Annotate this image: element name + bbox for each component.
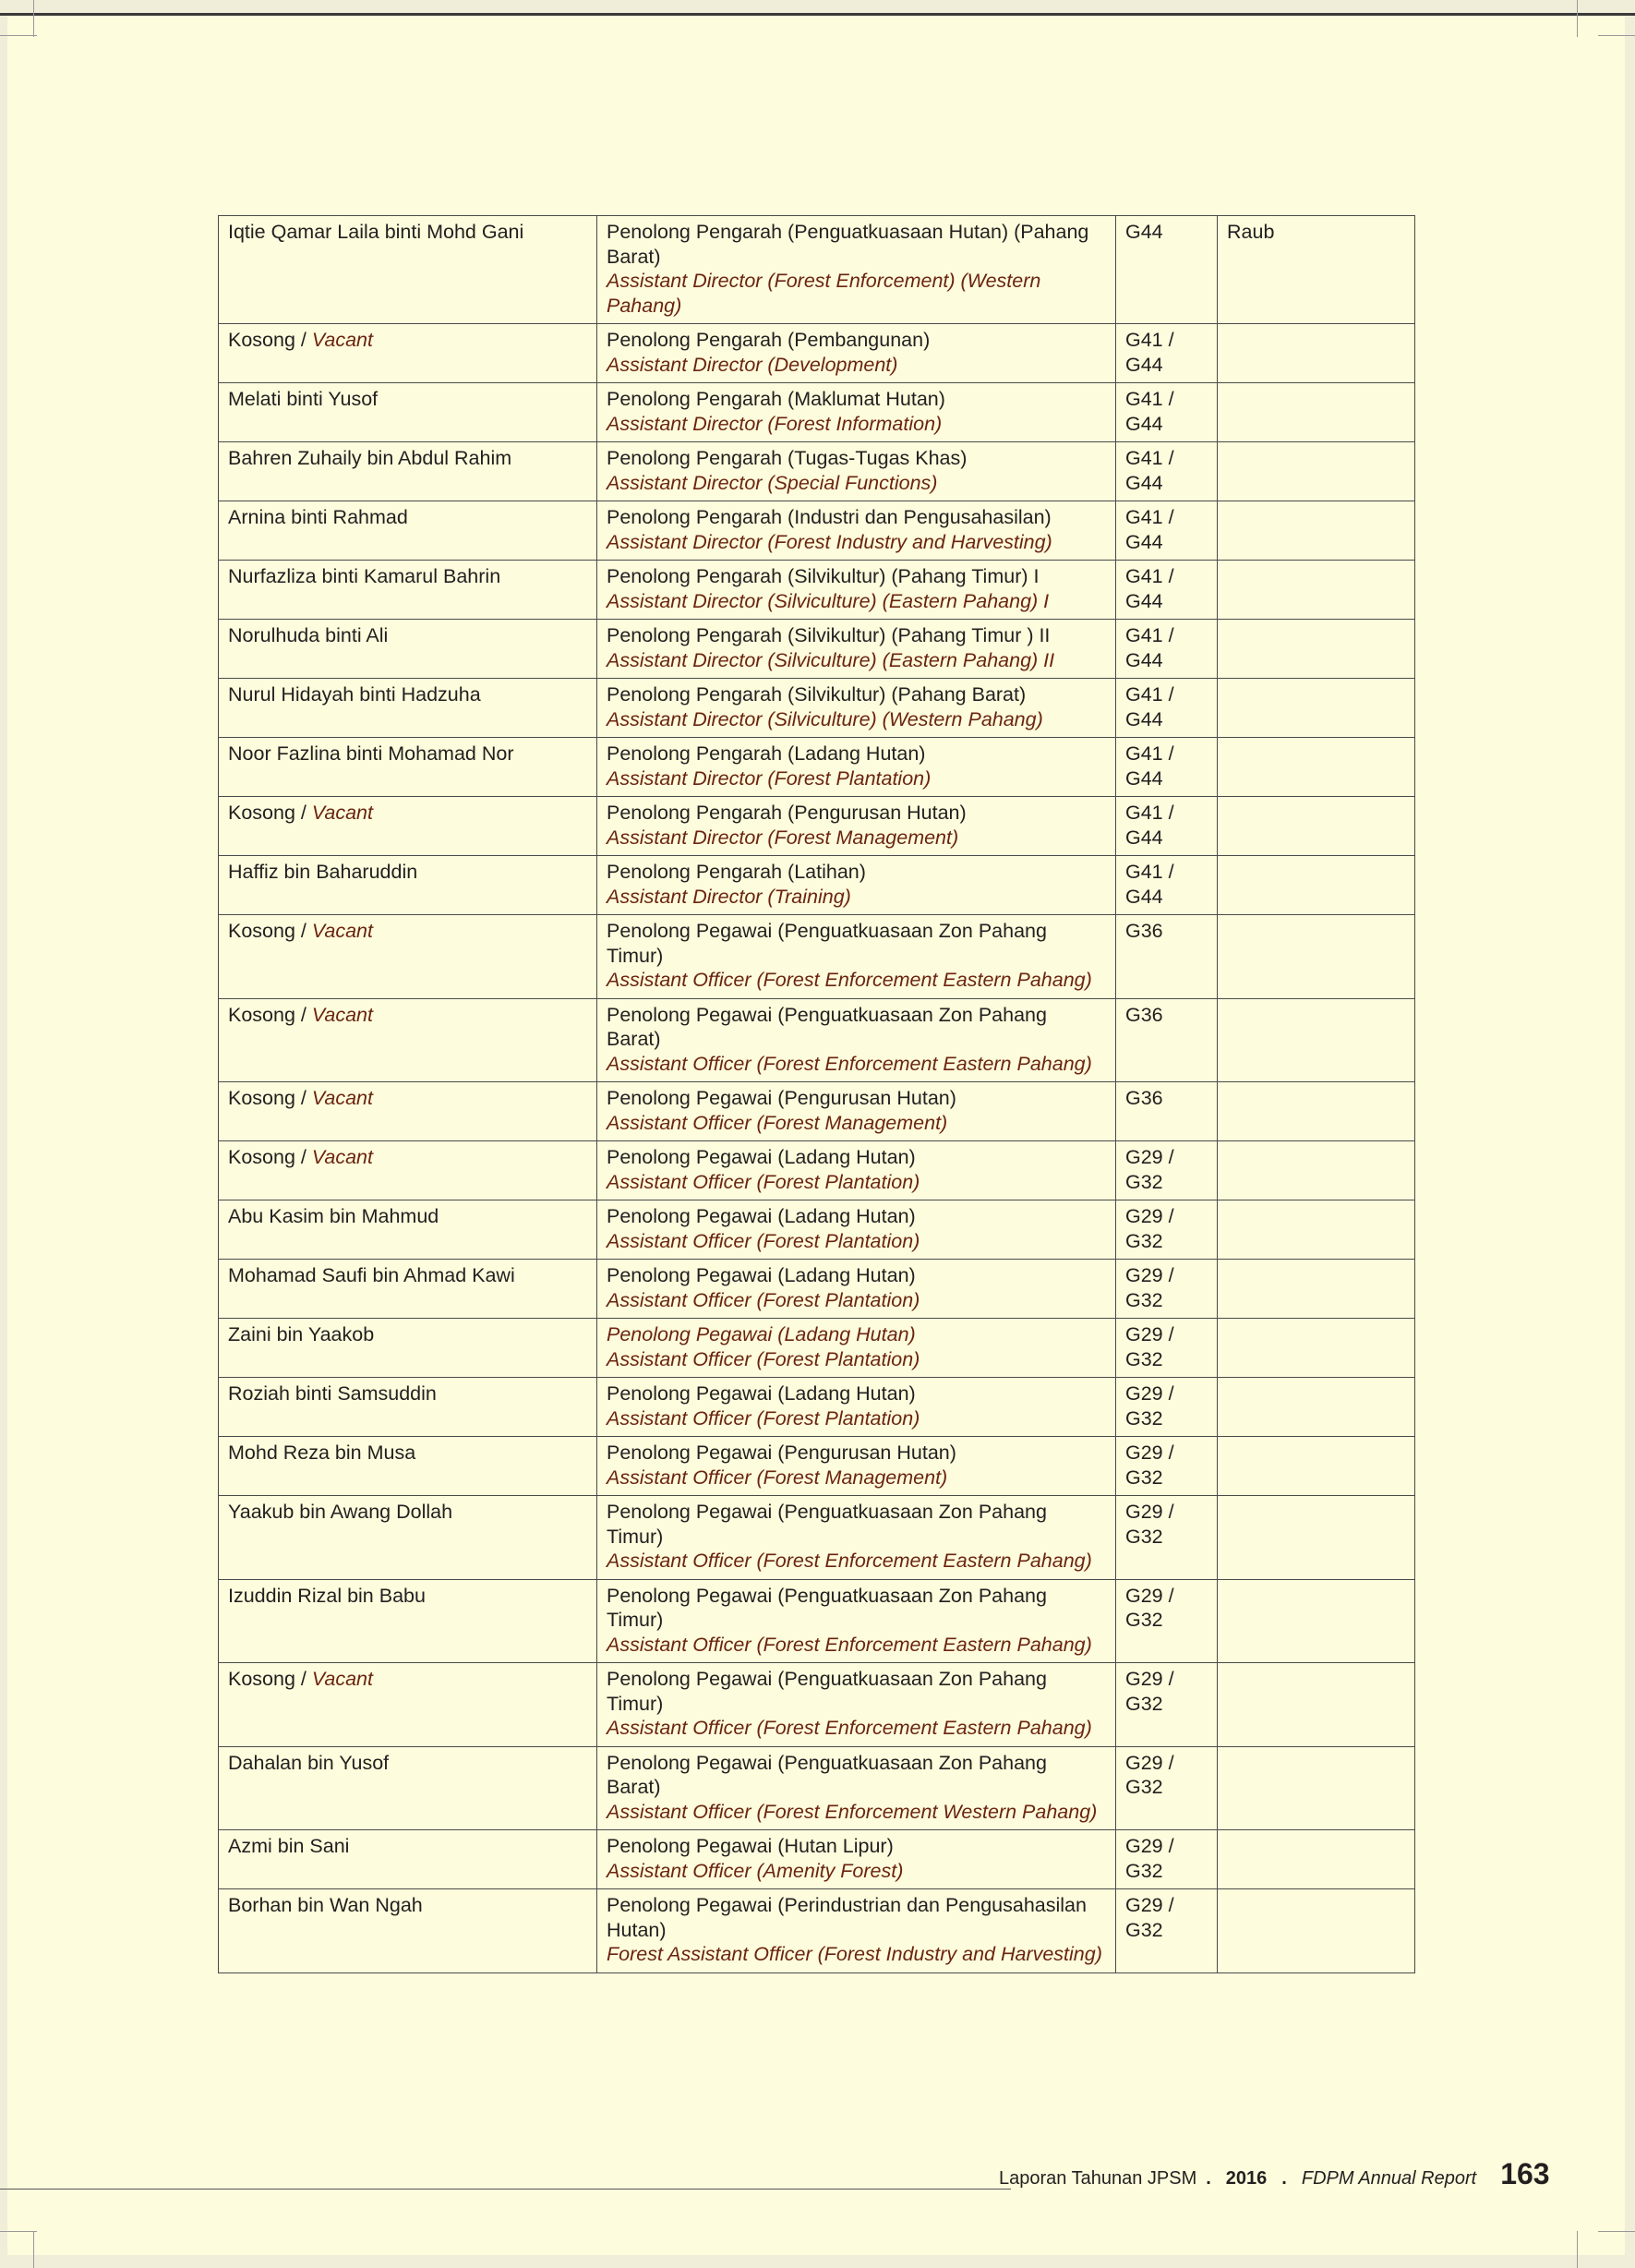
location-cell [1218, 561, 1415, 620]
position-cell [597, 998, 1116, 1082]
position-cell [597, 324, 1116, 383]
position-english: Assistant Director (Training) [607, 885, 851, 908]
position-malay: Penolong Pengarah (Pembangunan) [607, 329, 931, 351]
position-malay: Penolong Pengarah (Tugas-Tugas Khas) [607, 447, 968, 469]
location: Raub [1227, 221, 1275, 243]
position-cell [597, 915, 1116, 999]
table-row [219, 501, 1415, 561]
name-cell [219, 1319, 597, 1378]
position-english: Assistant Officer (Forest Management) [607, 1466, 948, 1489]
table-row [219, 1830, 1415, 1889]
grade-line: G41 / [1125, 861, 1174, 883]
position-malay: Penolong Pegawai (Pengurusan Hutan) [607, 1442, 956, 1464]
position-malay: Penolong Pegawai (Ladang Hutan) [607, 1323, 916, 1345]
grade-cell [1116, 1378, 1218, 1437]
name-cell [219, 1830, 597, 1889]
grade-cell [1116, 998, 1218, 1082]
vacant-separator: / [295, 1087, 312, 1109]
position-cell [597, 1889, 1116, 1973]
table-row [219, 1579, 1415, 1663]
position-cell [597, 1579, 1116, 1663]
position-cell [597, 1200, 1116, 1260]
table-row [219, 915, 1415, 999]
footer-year: 2016 [1225, 2168, 1268, 2189]
grade-line: G29 / [1125, 1323, 1174, 1345]
vacant-label: Vacant [311, 1003, 373, 1026]
position-malay: Penolong Pegawai (Hutan Lipur) [607, 1835, 894, 1857]
staff-name: Mohd Reza bin Musa [228, 1442, 416, 1464]
grade-cell [1116, 620, 1218, 679]
grade-cell [1116, 216, 1218, 324]
position-malay: Penolong Pegawai (Ladang Hutan) [607, 1205, 916, 1227]
location-cell [1218, 915, 1415, 999]
position-english: Assistant Director (Forest Plantation) [607, 766, 932, 790]
vacant-label: Vacant [311, 1146, 373, 1168]
grade-line: G32 [1125, 1288, 1163, 1311]
staff-name: Borhan bin Wan Ngah [228, 1894, 423, 1916]
staff-name: Izuddin Rizal bin Babu [228, 1584, 426, 1607]
grade-cell [1116, 679, 1218, 738]
position-cell [597, 216, 1116, 324]
vacant-separator: / [295, 802, 312, 824]
name-cell [219, 324, 597, 383]
staff-name: Kosong [228, 920, 295, 942]
position-malay: Penolong Pengarah (Latihan) [607, 861, 866, 883]
position-cell [597, 1830, 1116, 1889]
position-malay: Penolong Pegawai (Ladang Hutan) [607, 1264, 916, 1286]
position-cell [597, 561, 1116, 620]
staff-name: Kosong [228, 1146, 295, 1168]
grade-line: G32 [1125, 1609, 1163, 1631]
location-cell [1218, 1141, 1415, 1200]
table-row [219, 1663, 1415, 1747]
position-cell [597, 1746, 1116, 1830]
table-row [219, 324, 1415, 383]
name-cell [219, 1141, 597, 1200]
position-english: Assistant Officer (Forest Plantation) [607, 1406, 920, 1430]
name-cell [219, 1889, 597, 1973]
staff-name: Kosong [228, 329, 295, 351]
position-malay: Penolong Pegawai (Penguatkuasaan Zon Pahang Timur) [607, 1501, 1047, 1548]
grade-line: G36 [1125, 1087, 1163, 1109]
grade-line: G29 / [1125, 1442, 1174, 1464]
position-cell [597, 442, 1116, 501]
grade-line: G29 / [1125, 1835, 1174, 1857]
name-cell [219, 738, 597, 797]
position-malay: Penolong Pegawai (Ladang Hutan) [607, 1382, 916, 1405]
grade-line: G32 [1125, 1525, 1163, 1548]
position-malay: Penolong Pengarah (Silvikultur) (Pahang Timur ) II [607, 624, 1051, 646]
grade-line: G29 / [1125, 1668, 1174, 1690]
vacant-separator: / [295, 1003, 312, 1026]
grade-line: G44 [1125, 885, 1163, 908]
grade-line: G32 [1125, 1406, 1163, 1430]
position-malay: Penolong Pengarah (Ladang Hutan) [607, 742, 926, 765]
location-cell [1218, 501, 1415, 561]
table-row [219, 1437, 1415, 1496]
grade-line: G44 [1125, 412, 1163, 435]
position-malay: Penolong Pengarah (Silvikultur) (Pahang Barat) [607, 683, 1027, 706]
grade-line: G41 / [1125, 388, 1174, 410]
staff-name: Kosong [228, 1087, 295, 1109]
position-english: Assistant Officer (Forest Enforcement Eastern Pahang) [607, 1052, 1092, 1075]
table-row [219, 998, 1415, 1082]
name-cell [219, 856, 597, 915]
name-cell [219, 561, 597, 620]
name-cell [219, 1260, 597, 1319]
table-row [219, 1200, 1415, 1260]
name-cell [219, 1746, 597, 1830]
position-english: Assistant Officer (Forest Plantation) [607, 1288, 920, 1311]
grade-line: G29 / [1125, 1205, 1174, 1227]
name-cell [219, 1200, 597, 1260]
grade-cell [1116, 501, 1218, 561]
position-malay: Penolong Pengarah (Industri dan Pengusahasilan) [607, 506, 1052, 528]
position-english: Assistant Director (Development) [607, 353, 898, 376]
location-cell [1218, 216, 1415, 324]
position-english: Assistant Officer (Forest Enforcement Eastern Pahang) [607, 1717, 1092, 1739]
location-cell [1218, 1496, 1415, 1580]
position-english: Forest Assistant Officer (Forest Industry and Harvesting) [607, 1943, 1102, 1965]
crop-mark [0, 35, 37, 36]
position-cell [597, 856, 1116, 915]
name-cell [219, 1082, 597, 1141]
name-cell [219, 797, 597, 856]
grade-line: G29 / [1125, 1751, 1174, 1774]
position-english: Assistant Director (Forest Management) [607, 826, 959, 849]
staff-name: Nurul Hidayah binti Hadzuha [228, 683, 481, 706]
grade-line: G29 / [1125, 1382, 1174, 1405]
staff-name: Melati binti Yusof [228, 388, 379, 410]
location-cell [1218, 1437, 1415, 1496]
grade-line: G44 [1125, 353, 1163, 376]
vacant-separator: / [295, 1668, 312, 1690]
staff-name: Yaakub bin Awang Dollah [228, 1501, 453, 1523]
table-row [219, 797, 1415, 856]
staff-name: Kosong [228, 1003, 295, 1026]
grade-line: G41 / [1125, 447, 1174, 469]
position-english: Assistant Director (Special Functions) [607, 471, 938, 494]
grade-line: G41 / [1125, 565, 1174, 587]
grade-cell [1116, 1889, 1218, 1973]
grade-line: G32 [1125, 1466, 1163, 1489]
table-row [219, 1889, 1415, 1973]
position-english: Assistant Director (Forest Industry and Harvesting) [607, 530, 1052, 553]
grade-line: G44 [1125, 648, 1163, 671]
grade-line: G29 / [1125, 1894, 1174, 1916]
grade-cell [1116, 856, 1218, 915]
footer-report-en: FDPM Annual Report [1301, 2168, 1477, 2189]
staff-name: Arnina binti Rahmad [228, 506, 408, 528]
position-cell [597, 679, 1116, 738]
position-english: Assistant Director (Forest Enforcement) (Western Pahang) [607, 270, 1041, 317]
location-cell [1218, 324, 1415, 383]
crop-mark [1598, 35, 1635, 36]
grade-cell [1116, 1260, 1218, 1319]
name-cell [219, 216, 597, 324]
location-cell [1218, 679, 1415, 738]
name-cell [219, 442, 597, 501]
table-row [219, 383, 1415, 442]
name-cell [219, 915, 597, 999]
vacant-separator: / [295, 329, 312, 351]
table-row [219, 856, 1415, 915]
name-cell [219, 998, 597, 1082]
location-cell [1218, 383, 1415, 442]
vacant-label: Vacant [311, 920, 373, 942]
staff-name: Zaini bin Yaakob [228, 1323, 375, 1345]
grade-line: G32 [1125, 1170, 1163, 1193]
staff-table [218, 215, 1415, 1973]
footer-rule [0, 2189, 1011, 2190]
position-cell [597, 1378, 1116, 1437]
grade-cell [1116, 738, 1218, 797]
name-cell [219, 620, 597, 679]
position-cell [597, 1437, 1116, 1496]
vacant-label: Vacant [311, 1668, 373, 1690]
location-cell [1218, 738, 1415, 797]
grade-line: G41 / [1125, 742, 1174, 765]
table-row [219, 1319, 1415, 1378]
grade-line: G29 / [1125, 1501, 1174, 1523]
location-cell [1218, 1319, 1415, 1378]
grade-line: G32 [1125, 1347, 1163, 1370]
crop-mark [1598, 2231, 1635, 2232]
grade-line: G44 [1125, 589, 1163, 612]
position-malay: Penolong Pengarah (Pengurusan Hutan) [607, 802, 967, 824]
table-row [219, 1082, 1415, 1141]
location-cell [1218, 797, 1415, 856]
grade-line: G36 [1125, 920, 1163, 942]
location-cell [1218, 1200, 1415, 1260]
grade-line: G32 [1125, 1859, 1163, 1882]
position-english: Assistant Officer (Forest Plantation) [607, 1347, 920, 1370]
position-cell [597, 1260, 1116, 1319]
table-row [219, 1141, 1415, 1200]
staff-name: Kosong [228, 802, 295, 824]
position-cell [597, 1319, 1116, 1378]
crop-mark [33, 0, 34, 37]
location-cell [1218, 1260, 1415, 1319]
name-cell [219, 1496, 597, 1580]
page-footer [999, 2157, 1562, 2194]
grade-cell [1116, 383, 1218, 442]
crop-mark [0, 2231, 37, 2232]
table-row [219, 679, 1415, 738]
position-english: Assistant Officer (Forest Plantation) [607, 1170, 920, 1193]
grade-cell [1116, 1746, 1218, 1830]
position-english: Assistant Director (Forest Information) [607, 412, 943, 435]
grade-cell [1116, 1437, 1218, 1496]
grade-line: G41 / [1125, 506, 1174, 528]
crop-mark [33, 2231, 34, 2268]
position-malay: Penolong Pengarah (Silvikultur) (Pahang Timur) I [607, 565, 1040, 587]
position-cell [597, 383, 1116, 442]
location-cell [1218, 1579, 1415, 1663]
vacant-separator: / [295, 920, 312, 942]
footer-report-ms: Laporan Tahunan JPSM [999, 2168, 1197, 2189]
position-cell [597, 1663, 1116, 1747]
position-malay: Penolong Pengarah (Maklumat Hutan) [607, 388, 945, 410]
staff-name: Roziah binti Samsuddin [228, 1382, 437, 1405]
position-cell [597, 1082, 1116, 1141]
grade-line: G29 / [1125, 1264, 1174, 1286]
grade-cell [1116, 1319, 1218, 1378]
location-cell [1218, 1830, 1415, 1889]
staff-name: Dahalan bin Yusof [228, 1751, 390, 1774]
grade-line: G41 / [1125, 624, 1174, 646]
location-cell [1218, 856, 1415, 915]
location-cell [1218, 998, 1415, 1082]
staff-name: Iqtie Qamar Laila binti Mohd Gani [228, 221, 524, 243]
vacant-label: Vacant [311, 329, 373, 351]
position-cell [597, 738, 1116, 797]
grade-line: G44 [1125, 471, 1163, 494]
grade-cell [1116, 324, 1218, 383]
table-row [219, 216, 1415, 324]
name-cell [219, 1663, 597, 1747]
vacant-label: Vacant [311, 1087, 373, 1109]
staff-name: Haffiz bin Baharuddin [228, 861, 418, 883]
position-cell [597, 797, 1116, 856]
grade-cell [1116, 561, 1218, 620]
table-row [219, 620, 1415, 679]
grade-cell [1116, 442, 1218, 501]
footer-separator: . [1206, 2168, 1211, 2189]
position-english: Assistant Officer (Forest Enforcement Eastern Pahang) [607, 1550, 1092, 1572]
grade-line: G41 / [1125, 683, 1174, 706]
staff-name: Nurfazliza binti Kamarul Bahrin [228, 565, 501, 587]
position-english: Assistant Director (Silviculture) (Western Pahang) [607, 707, 1043, 730]
grade-line: G32 [1125, 1692, 1163, 1715]
name-cell [219, 679, 597, 738]
location-cell [1218, 1746, 1415, 1830]
staff-name: Norulhuda binti Ali [228, 624, 389, 646]
grade-cell [1116, 1579, 1218, 1663]
grade-line: G29 / [1125, 1584, 1174, 1607]
grade-cell [1116, 1200, 1218, 1260]
position-malay: Penolong Pegawai (Ladang Hutan) [607, 1146, 916, 1168]
position-english: Assistant Officer (Forest Management) [607, 1111, 948, 1134]
table-row [219, 442, 1415, 501]
grade-line: G29 / [1125, 1146, 1174, 1168]
grade-cell [1116, 1082, 1218, 1141]
vacant-separator: / [295, 1146, 312, 1168]
vacant-label: Vacant [311, 802, 373, 824]
staff-name: Bahren Zuhaily bin Abdul Rahim [228, 447, 512, 469]
grade-line: G44 [1125, 766, 1163, 790]
grade-line: G32 [1125, 1229, 1163, 1252]
position-malay: Penolong Pegawai (Perindustrian dan Pengusahasilan Hutan) [607, 1894, 1087, 1941]
page-number: 163 [1500, 2157, 1550, 2190]
position-malay: Penolong Pegawai (Penguatkuasaan Zon Pahang Timur) [607, 1668, 1047, 1715]
location-cell [1218, 1889, 1415, 1973]
table-row [219, 1746, 1415, 1830]
name-cell [219, 1579, 597, 1663]
table-row [219, 738, 1415, 797]
grade-cell [1116, 915, 1218, 999]
staff-name: Abu Kasim bin Mahmud [228, 1205, 439, 1227]
staff-table-body [219, 216, 1415, 1973]
position-english: Assistant Officer (Forest Enforcement Eastern Pahang) [607, 969, 1092, 991]
grade-line: G44 [1125, 826, 1163, 849]
grade-line: G44 [1125, 221, 1163, 243]
grade-line: G32 [1125, 1918, 1163, 1941]
staff-name: Azmi bin Sani [228, 1835, 350, 1857]
grade-line: G32 [1125, 1776, 1163, 1798]
location-cell [1218, 442, 1415, 501]
staff-name: Kosong [228, 1668, 295, 1690]
location-cell [1218, 1663, 1415, 1747]
position-cell [597, 501, 1116, 561]
grade-cell [1116, 797, 1218, 856]
table-row [219, 1378, 1415, 1437]
location-cell [1218, 1378, 1415, 1437]
position-english: Assistant Officer (Forest Enforcement Eastern Pahang) [607, 1633, 1092, 1656]
grade-cell [1116, 1830, 1218, 1889]
name-cell [219, 1378, 597, 1437]
position-cell [597, 1496, 1116, 1580]
footer-separator: . [1281, 2168, 1287, 2189]
grade-line: G36 [1125, 1003, 1163, 1026]
name-cell [219, 501, 597, 561]
top-rule [0, 13, 1635, 16]
name-cell [219, 1437, 597, 1496]
grade-line: G44 [1125, 530, 1163, 553]
crop-mark [1577, 2231, 1578, 2268]
grade-cell [1116, 1663, 1218, 1747]
location-cell [1218, 1082, 1415, 1141]
table-row [219, 561, 1415, 620]
position-malay: Penolong Pegawai (Penguatkuasaan Zon Pahang Timur) [607, 1584, 1047, 1631]
position-malay: Penolong Pengarah (Penguatkuasaan Hutan) (Pahang Barat) [607, 221, 1089, 268]
position-english: Assistant Officer (Amenity Forest) [607, 1859, 904, 1882]
position-cell [597, 620, 1116, 679]
position-malay: Penolong Pegawai (Penguatkuasaan Zon Pahang Barat) [607, 1003, 1047, 1050]
grade-line: G41 / [1125, 329, 1174, 351]
crop-mark [1577, 0, 1578, 37]
position-english: Assistant Officer (Forest Plantation) [607, 1229, 920, 1252]
name-cell [219, 383, 597, 442]
grade-cell [1116, 1496, 1218, 1580]
position-malay: Penolong Pegawai (Penguatkuasaan Zon Pahang Timur) [607, 920, 1047, 967]
position-malay: Penolong Pegawai (Penguatkuasaan Zon Pahang Barat) [607, 1751, 1047, 1798]
grade-line: G44 [1125, 707, 1163, 730]
location-cell [1218, 620, 1415, 679]
grade-cell [1116, 1141, 1218, 1200]
position-malay: Penolong Pegawai (Pengurusan Hutan) [607, 1087, 956, 1109]
position-english: Assistant Director (Silviculture) (Eastern Pahang) I [607, 589, 1050, 612]
position-english: Assistant Officer (Forest Enforcement Western Pahang) [607, 1800, 1098, 1823]
position-english: Assistant Director (Silviculture) (Eastern Pahang) II [607, 648, 1055, 671]
table-row [219, 1260, 1415, 1319]
staff-name: Mohamad Saufi bin Ahmad Kawi [228, 1264, 515, 1286]
staff-name: Noor Fazlina binti Mohamad Nor [228, 742, 514, 765]
grade-line: G41 / [1125, 802, 1174, 824]
position-cell [597, 1141, 1116, 1200]
table-row [219, 1496, 1415, 1580]
